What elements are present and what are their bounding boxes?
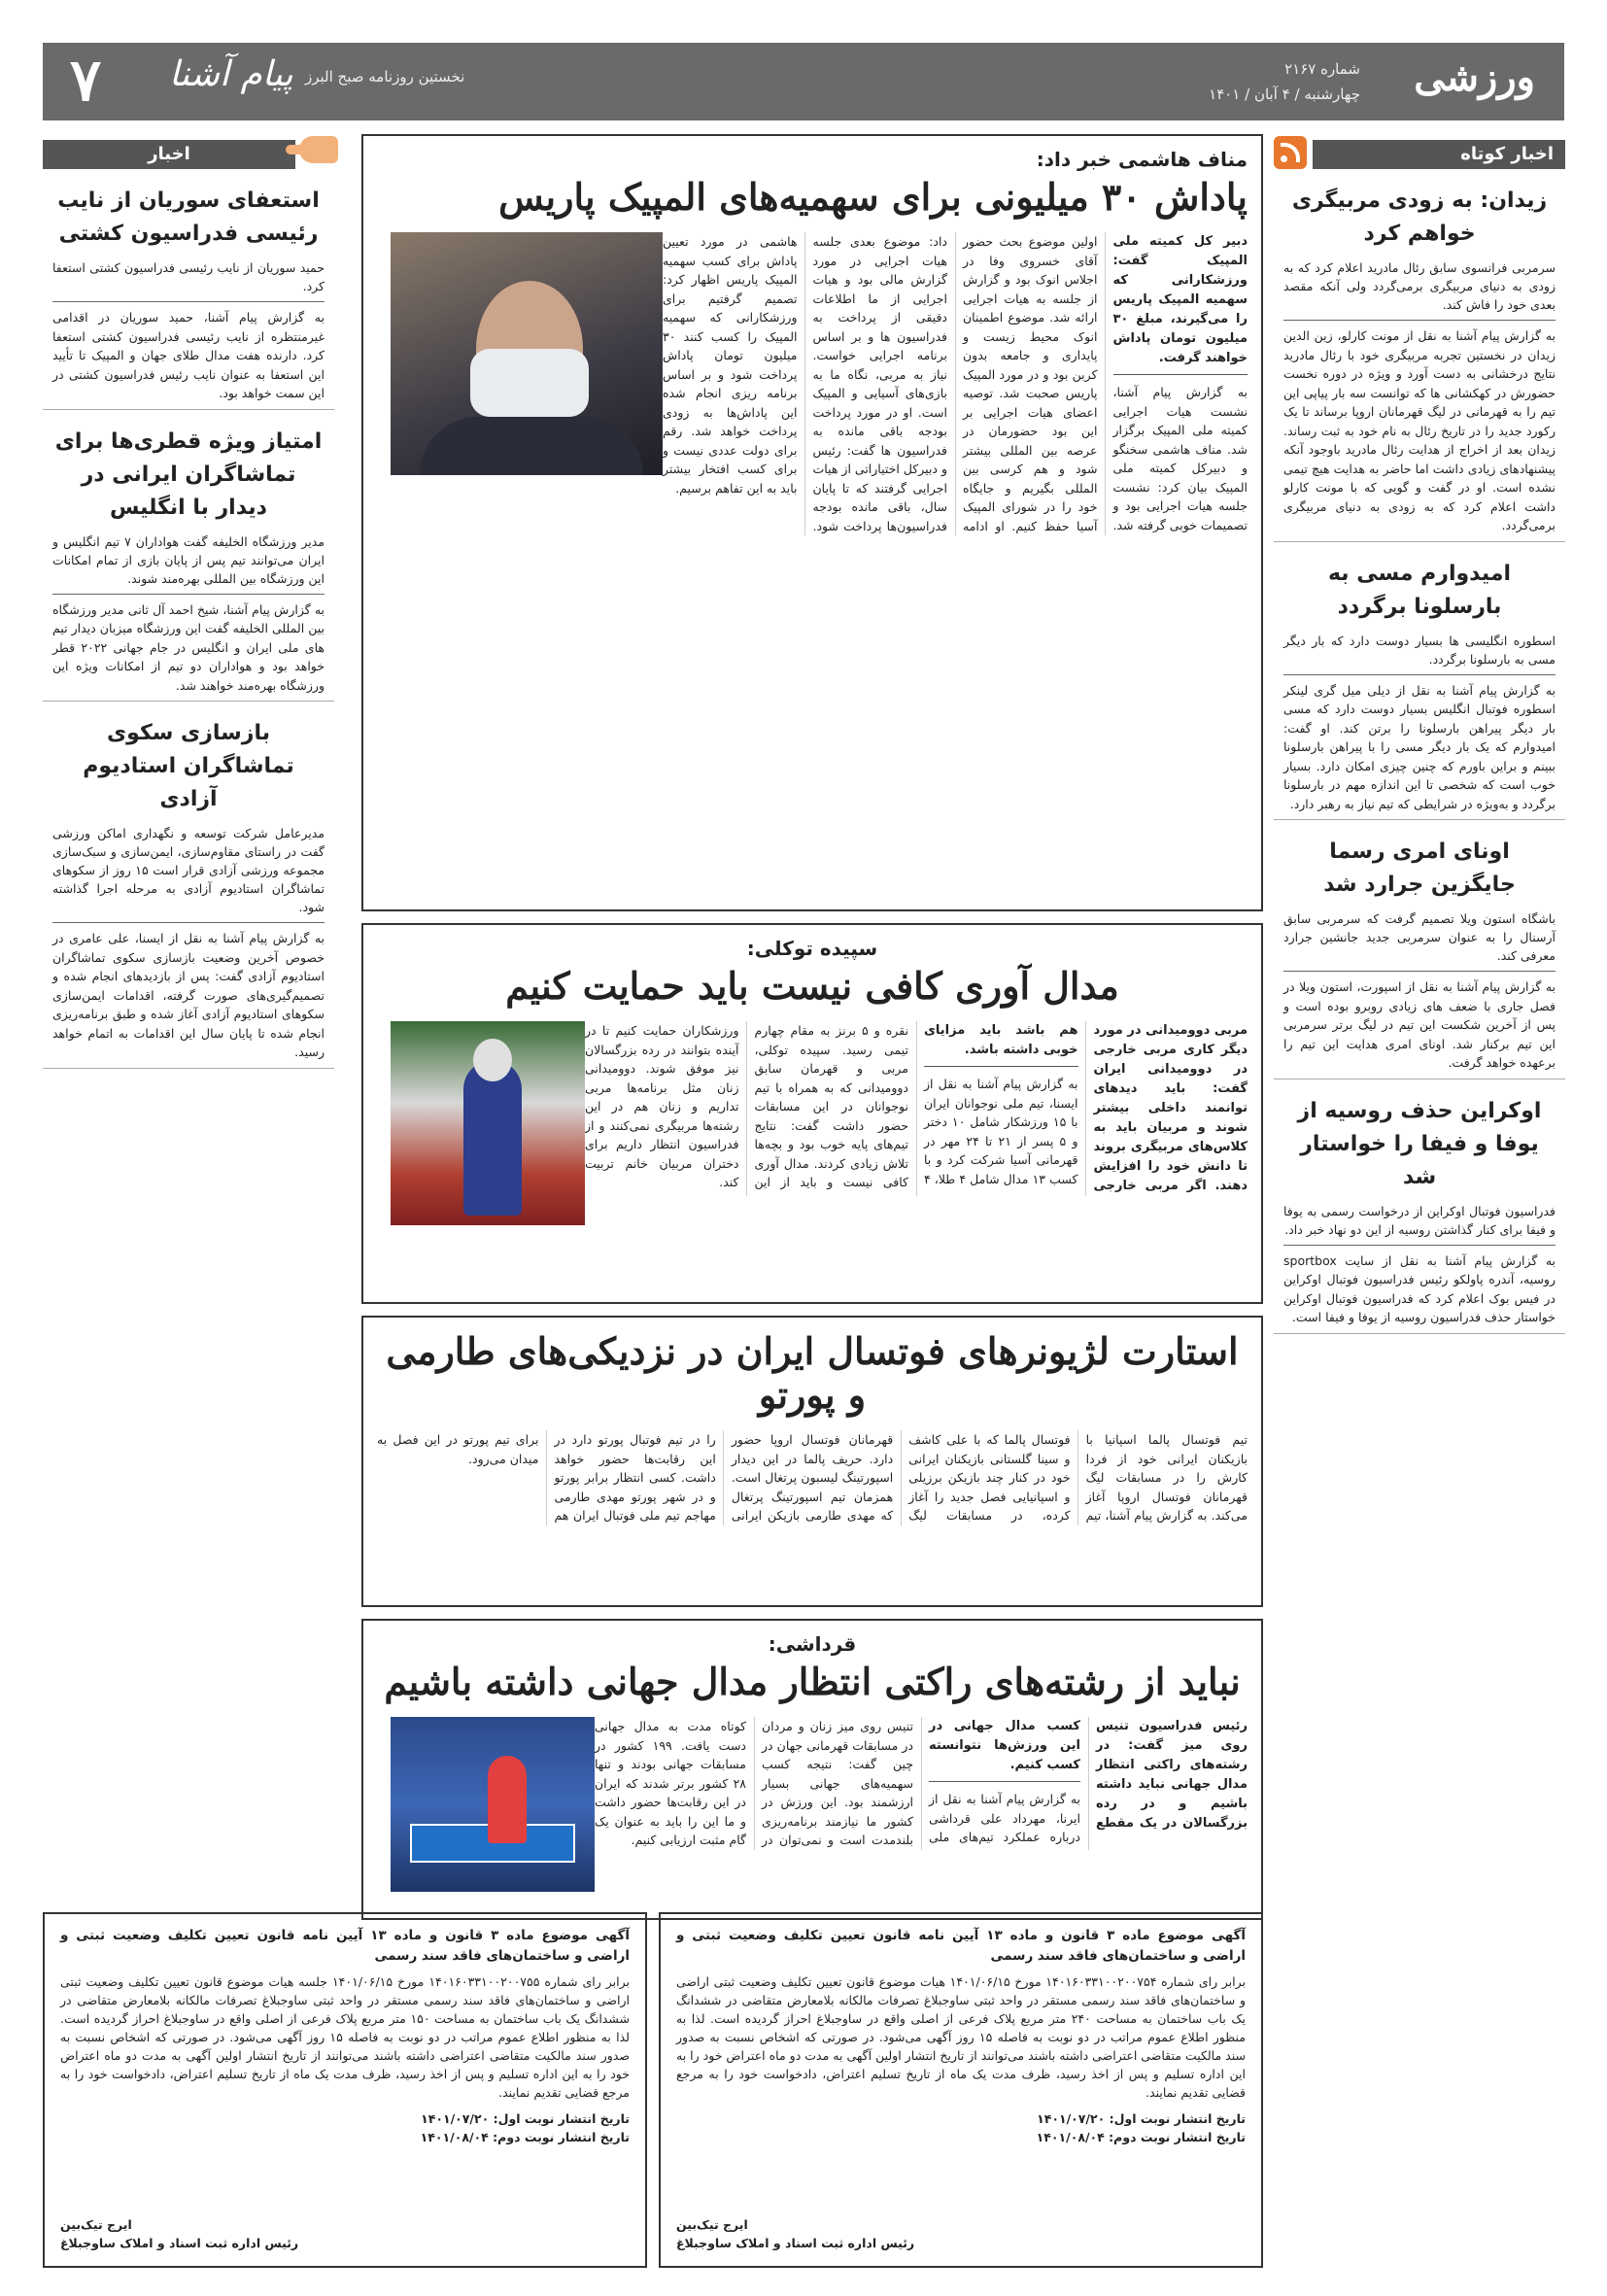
notice-dates [60,2109,630,2146]
news-lead: مدیر ورزشگاه الخلیفه گفت هواداران ۷ تیم انگلیس و ایران می‌توانند تیم پس از پایان بازی از تمام امکانات این ورزشگاه بین المللی بهره‌مند شوند. [52,532,325,595]
legal-notice [659,1912,1263,2268]
news-column [43,134,334,2039]
table-tennis-photo [391,1717,595,1892]
article-columns [595,1717,1248,1850]
signature-name: ایرج تیک‌بین [676,2217,748,2232]
rss-icon [1274,136,1307,169]
news-body: به گزارش پیام آشنا به نقل از مونت کارلو، زین الدین زیدان در نخستین تجربه مربیگری خود با رئال مادرید نتایج درخشانی به دست آورد و ویژه در دوره نخست حضورش در کهکشانی ها که توانست سه بار پیاپی این تیم را به قهرمانی در لیگ قهرمانان اروپا برساند تا یک رکورد جدید را در تاریخ رئال به نام خود به ثبت رساند. زیدان بعد از اخراج از هدایت رئال مادرید باوجود آنکه پیشنهادهای زیادی داشت اما حاضر به هدایت هیچ تیمی نشده است. او در گفت و گویی که با مونت کارلو داشت اعلام کرد که به زودی به دنیای مربیگری برمی‌گردد. [1283,328,1556,532]
news-lead: مدیرعامل شرکت توسعه و نگهداری اماکن ورزشی گفت در راستای مقاوم‌سازی، ایمن‌سازی و سبک‌سازی مجموعه ورزشی آزادی قرار است ۱۵ روز از سکوهای تماشاگران استادیوم آزادی به مرحله اجرا گذاشته شود. [52,824,325,923]
article-kicker: قرداشی: [768,1632,857,1656]
article-headline: استارت لژیونرهای فوتسال ایران در نزدیکی‌های طارمی و پورتو [386,1329,1239,1417]
article-headline: پاداش ۳۰ میلیونی برای سهمیه‌های المپیک پاریس [498,175,1248,219]
notice-dates [676,2109,1246,2146]
article-body: به گزارش پیام آشنا به نقل از ایرنا، مهرداد علی قرداشی درباره عملکرد تیم‌های ملی تنیس روی میز زنان و مردان در مسابقات قهرمانی جهان در چین گفت: نتیجه کسب سهمیه‌های جهانی بسیار ارزشمند بود. این ورزش در کشور ما نیازمند برنامه‌ریزی بلندمدت است و نمی‌توان در کوتاه مدت به مدال جهانی دست یافت. ۱۹۹ کشور در مسابقات جهانی بودند و تنها ۲۸ کشور برتر شدند که ایران در این رقابت‌ها حضور داشت و ما این را باید به عنوان یک گام مثبت ارزیابی کنیم. [595,1719,1080,1847]
article-columns [585,1021,1248,1196]
signature-title: رئیس اداره ثبت اسناد و املاک ساوجبلاغ [60,2236,299,2250]
news-body: به گزارش پیام آشنا به نقل از ایسنا، علی عامری در خصوص آخرین وضعیت بازسازی سکوی تماشاگران استادیوم آزادی گفت: پس از بازدیدهای انجام شده و تصمیم‌گیری‌های صورت گرفته، اقدامات ایمن‌سازی سکوهای استادیوم آزادی آغاز شده و طبق برنامه‌ریزی انجام شده تا پایان سال این اقدامات به اتمام خواهد رسید. [52,931,325,1059]
news-body: به گزارش پیام آشنا، شیخ احمد آل ثانی مدیر ورزشگاه بین المللی الخلیفه گفت این ورزشگاه میزبان دیدار تیم های ملی ایران و انگلیس در جام جهانی ۲۰۲۲ قطر خواهد بود و هواداران دو تیم از امکانات ویژه این ورزشگاه بهره‌مند خواهند شد. [52,601,325,693]
athlete-photo [391,1021,585,1225]
news-item [1274,1079,1565,1334]
news-item [1274,169,1565,542]
news-body: به گزارش پیام آشنا به نقل از اسپورت، استون ویلا در فصل جاری با ضعف های زیادی روبرو بوده است و پس از آخرین شکست این تیم در لیگ برتر سرمربی این تیم برکنار شد. اونای امری هدایت این تیم را برعهده خواهد گرفت. [1283,979,1556,1070]
news-title: استعفای سوریان از نایب رئیسی فدراسیون کشتی [57,188,320,246]
article-lead: دبیر کل کمیته ملی المپیک گفت: ورزشکارانی که سهمیه المپیک پاریس را می‌گیرند، مبلغ ۳۰ میلیون تومان پاداش خواهند گرفت. [1113,232,1248,375]
article-lead: رئیس فدراسیون تنیس روی میز گفت: در رشته‌های راکتی انتظار مدال جهانی نباید داشته باشیم و در رده بزرگسالان در یک مقطع کسب مدال جهانی در این ورزش‌ها نتوانسته کسب کنیم. [929,1717,1248,1850]
notice-body: برابر رای شماره ۱۴۰۱۶۰۳۳۱۰۰۲۰۰۷۵۵ مورخ ۱۴۰۱/۰۶/۱۵ جلسه هیات موضوع قانون تعیین تکلیف وضعیت ثبتی اراضی و ساختمان‌های فاقد سند رسمی مستقر در واحد ثبتی ساوجبلاغ تصرفات مالکانه بلامعارض متقاضی در ششدانگ یک باب ساختمان به مساحت ۱۵۰ متر مربع پلاک فرعی از اصلی واقع در ساوجبلاغ احراز گردیده است. لذا به منظور اطلاع عموم مراتب در دو نوبت به فاصله ۱۵ روز آگهی می‌شود. در صورتی که اشخاص نسبت به صدور سند مالکیت متقاضی اعتراضی داشته باشند می‌توانند از تاریخ انتشار اولین آگهی به مدت دو ماه اعتراض خود را به این اداره تسلیم و پس از اخذ رسید، ظرف مدت یک ماه از تاریخ تسلیم اعتراض، دادخواست خود را به مرجع قضایی تقدیم نمایند. [60,1974,630,2100]
article-body: به گزارش پیام آشنا، نشست هیات اجرایی کمیته ملی المپیک برگزار شد. مناف هاشمی سخنگو و دبیرکل کمیته ملی المپیک بیان کرد: نشست جلسه هیات اجرایی بود و تصمیمات خوبی گرفته شد. اولین موضوع بحث حضور آقای خسروی وفا در اجلاس انوک بود و گزارش از جلسه به هیات اجرایی ارائه شد. موضوع اطمینان انوک محیط زیست و پایداری و جامعه بدون کربن بود و در مورد المپیک پاریس صحبت شد. توصیه اعضای هیات اجرایی بر این بود حضورمان در عرصه بین المللی بیشتر شود و هم کرسی بین المللی بگیریم و جایگاه خود را در شورای المپیک آسیا حفظ کنیم. او ادامه داد: موضوع بعدی جلسه هیات اجرایی در مورد گزارش مالی بود و هیات اجرایی از ما اطلاعات دقیقی از پرداخت به فدراسیون ها و بر اساس برنامه اجرایی خواست. نیاز به مربی، نگاه ما به بازی‌های آسیایی و المپیک است. او در مورد پرداخت بودجه باقی مانده به فدراسیون ها گفت: رئیس و دبیرکل اختیاراتی از هیات اجرایی گرفتند که تا پایان سال، باقی مانده بودجه فدراسیون‌ها پرداخت شود. هاشمی در مورد تعیین پاداش برای کسب سهمیه المپیک پاریس اظهار کرد: تصمیم گرفتیم برای ورزشکارانی که سهمیه المپیک را کسب کنند ۳۰ میلیون تومان پاداش پرداخت شود و بر اساس برنامه ریزی انجام شده این پاداش‌ها به زودی پرداخت خواهد شد. رقم برای دولت عددی نیست و برای کسب افتخار بیشتر باید به این تفاهم برسیم. [663,234,1248,533]
notice-signature [676,2215,914,2252]
news-title: امتیاز ویژه قطری‌ها برای تماشاگران ایرانی در دیدار با انگلیس [54,428,323,520]
notice-title: آگهی موضوع ماده ۳ قانون و ماده ۱۳ آیین نامه قانون تعیین تکلیف وضعیت ثبتی و اراضی و ساختمان‌های فاقد سند رسمی [60,1928,631,1964]
issue-info [1209,56,1360,107]
news-item [43,702,334,1069]
page-number: ۷ [70,47,102,115]
article-lead: مربی دوومیدانی در مورد دیگر کاری مربی خارجی در دوومیدانی ایران گفت: باید دیدهای توانمند داخلی بیشتر شوند و مربیان باید به کلاس‌های مربیگری بروند تا دانش خود را افزایش دهند. اگر مربی خارجی هم باشد باید مزایای خوبی داشته باشد. [924,1021,1248,1196]
pointing-hand-icon [299,136,338,163]
article-olympic-bonus [361,134,1263,911]
news-item [43,169,334,410]
legal-notice [43,1912,647,2268]
news-body: به گزارش پیام آشنا، حمید سوریان در اقدامی غیرمنتظره از نایب رئیسی فدراسیون کشتی استعفا کرد. دارنده هفت مدال طلای جهان و المپیک تا تأیید این استعفا به عنوان نایب رئیس فدراسیون کشتی در این سمت خواهد بود. [52,310,325,400]
news-body: به گزارش پیام آشنا به نقل از سایت sportbox روسیه، آندره پاولکو رئیس فدراسیون فوتبال اوکراین در فیس بوک اعلام کرد که فدراسیون فوتبال اوکراین خواستار حذف فدراسیون روسیه از یوفا و فیفا است. [1283,1252,1556,1324]
news-title: امیدوارم مسی به بارسلونا برگردد [1327,561,1512,619]
article-columns [663,232,1248,535]
news-body: به گزارش پیام آشنا به نقل از دیلی میل گری لینکر اسطوره فوتبال انگلیس بسیار دوست دارد که مسی بار دیگر پیراهن بارسلونا را برتن کند. او گفت: امیدوارم که یک بار دیگر مسی را با پیراهن بارسلونا ببینم و براین باورم که چنین چیزی امکان دارد. بسیار خوب است که شخصی تا این اندازه مهم در بارسلونا برگردد و به‌ویژه در شرایطی که تیم نیاز به رهبر دارد. [1283,682,1556,811]
issue-number: شماره ۲۱۶۷ [1284,60,1360,78]
news-title: اوکراین حذف روسیه از یوفا و فیفا را خواستار شد [1297,1098,1542,1189]
article-table-tennis [361,1619,1263,1920]
article-body: تیم فوتسال پالما اسپانیا با بازیکنان ایرانی خود از فردا کارش را در مسابقات لیگ قهرمانان فوتسال اروپا آغاز می‌کند. به گزارش پیام آشنا، تیم فوتسال پالما که با علی کاشف و سینا گلستانی بازیکنان ایرانی خود در کنار چند بازیکن برزیلی و اسپانیایی فصل جدید را آغاز کرده، در مسابقات لیگ قهرمانان فوتسال اروپا حضور دارد. حریف پالما در این دیدار اسپورتینگ لیسبون پرتغال است. همزمان تیم اسپورتینگ پرتغال که مهدی طارمی بازیکن ایرانی را در تیم فوتبال پورتو دارد در این رقابت‌ها حضور خواهد داشت. کسی انتظار برابر پورتو و در شهر پورتو مهدی طارمی مهاجم تیم ملی فوتبال ایران هم برای تیم پورتو در این فصل به میدان می‌رود. [377,1432,1248,1523]
news-header: اخبار [43,140,295,169]
news-lead: باشگاه استون ویلا تصمیم گرفت که سرمربی سابق آرسنال را به عنوان سرمربی جدید جانشین جرارد معرفی کند. [1283,909,1556,972]
news-lead: سرمربی فرانسوی سابق رئال مادرید اعلام کرد که به زودی به دنیای مربیگری برمی‌گردد ولی آنکه مقصد بعدی خود را فاش کند. [1283,258,1556,321]
article-kicker: مناف هاشمی خبر داد: [1036,148,1248,171]
notice-signature [60,2215,298,2252]
article-kicker: سپیده توکلی: [746,937,878,960]
notice-date-first: تاریخ انتشار نوبت اول: ۱۴۰۱/۰۷/۲۰ [421,2111,630,2126]
notice-title: آگهی موضوع ماده ۳ قانون و ماده ۱۳ آیین نامه قانون تعیین تکلیف وضعیت ثبتی و اراضی و ساختمان‌های فاقد سند رسمی [676,1928,1247,1964]
news-title: بازسازی سکوی تماشاگران استادیوم آزادی [83,721,294,811]
short-news-column [1274,134,1565,2267]
news-item [1274,820,1565,1079]
notice-date-second: تاریخ انتشار نوبت دوم: ۱۴۰۱/۰۸/۰۴ [1036,2130,1246,2144]
article-body: به گزارش پیام آشنا به نقل از ایسنا، تیم ملی نوجوانان ایران با ۱۵ ورزشکار شامل ۱۰ دختر و ۵ پسر از ۲۱ تا ۲۴ مهر در قهرمانی آسیا شرکت کرد و با کسب ۱۳ مدال شامل ۴ طلا، ۴ نقره و ۵ برنز به مقام چهارم تیمی رسید. سپیده توکلی، مربی و قهرمان سابق دوومیدانی که به همراه با تیم نوجوانان در این مسابقات حضور داشت گفت: نتایج تیم‌های پایه خوب بود و بچه‌ها تلاش زیادی کردند. مدال آوری کافی نیست و باید از این ورزشکاران حمایت کنیم تا در آینده بتوانند در رده بزرگسالان نیز موفق شوند. دوومیدانی زنان مثل برنامه‌ها مربی تداریم و زنان هم در این رشته‌ها مربیگری نمی‌کنند و از فدراسیون انتظار داریم برای دختران مربیان خانم تربیت کند. [585,1023,1078,1189]
issue-date: چهارشنبه / ۴ آبان / ۱۴۰۱ [1209,86,1360,103]
notice-body: برابر رای شماره ۱۴۰۱۶۰۳۳۱۰۰۲۰۰۷۵۴ مورخ ۱۴۰۱/۰۶/۱۵ هیات موضوع قانون تعیین تکلیف وضعیت ثبتی اراضی و ساختمان‌های فاقد سند رسمی مستقر در واحد ثبتی ساوجبلاغ تصرفات مالکانه بلامعارض متقاضی در ششدانگ یک باب ساختمان به مساحت ۲۴۰ متر مربع پلاک فرعی از اصلی واقع در ساوجبلاغ احراز گردیده است. لذا به منظور اطلاع عموم مراتب در دو نوبت به فاصله ۱۵ روز آگهی می‌شود. در صورتی که اشخاص نسبت به صدور سند مالکیت متقاضی اعتراضی داشته باشند می‌توانند از تاریخ انتشار اولین آگهی به مدت دو ماه اعتراض خود را به این اداره تسلیم و پس از اخذ رسید، ظرف مدت یک ماه از تاریخ تسلیم اعتراض، دادخواست خود را به مرجع قضایی تقدیم نمایند. [676,1974,1246,2100]
legal-notices [43,1912,1263,2268]
newspaper-tagline: نخستین روزنامه صبح البرز [305,68,465,86]
signature-title: رئیس اداره ثبت اسناد و املاک ساوجبلاغ [676,2236,915,2250]
notice-date-second: تاریخ انتشار نوبت دوم: ۱۴۰۱/۰۸/۰۴ [420,2130,630,2144]
article-headline: مدال آوری کافی نیست باید حمایت کنیم [505,964,1119,1008]
main-articles [361,134,1263,1932]
article-medals [361,923,1263,1304]
notice-date-first: تاریخ انتشار نوبت اول: ۱۴۰۱/۰۷/۲۰ [1037,2111,1246,2126]
news-lead: اسطوره انگلیسی ها بسیار دوست دارد که بار دیگر مسی به بارسلونا برگردد. [1283,632,1556,675]
signature-name: ایرج تیک‌بین [60,2217,132,2232]
article-columns [377,1430,1248,1525]
article-futsal [361,1316,1263,1607]
news-item [43,410,334,703]
masked-official-photo [391,232,663,475]
news-title: اونای امری رسما جایگزین جرارد شد [1323,840,1516,897]
news-title: زیدان: به زودی مربیگری خواهم کرد [1291,188,1548,246]
article-headline: نباید از رشته‌های راکتی انتظار مدال جهانی داشته باشیم [384,1660,1241,1703]
news-lead: فدراسیون فوتبال اوکراین از درخواست رسمی به یوفا و فیفا برای کنار گذاشتن روسیه از این دو نهاد خبر داد. [1283,1202,1556,1246]
section-title: ورزشی [1414,54,1535,100]
newspaper-logo: پیام آشنا [169,54,293,94]
news-lead: حمید سوریان از نایب رئیسی فدراسیون کشتی استعفا کرد. [52,258,325,302]
news-item [1274,542,1565,821]
short-news-header: اخبار کوتاه [1313,140,1565,169]
masthead [43,43,1564,120]
